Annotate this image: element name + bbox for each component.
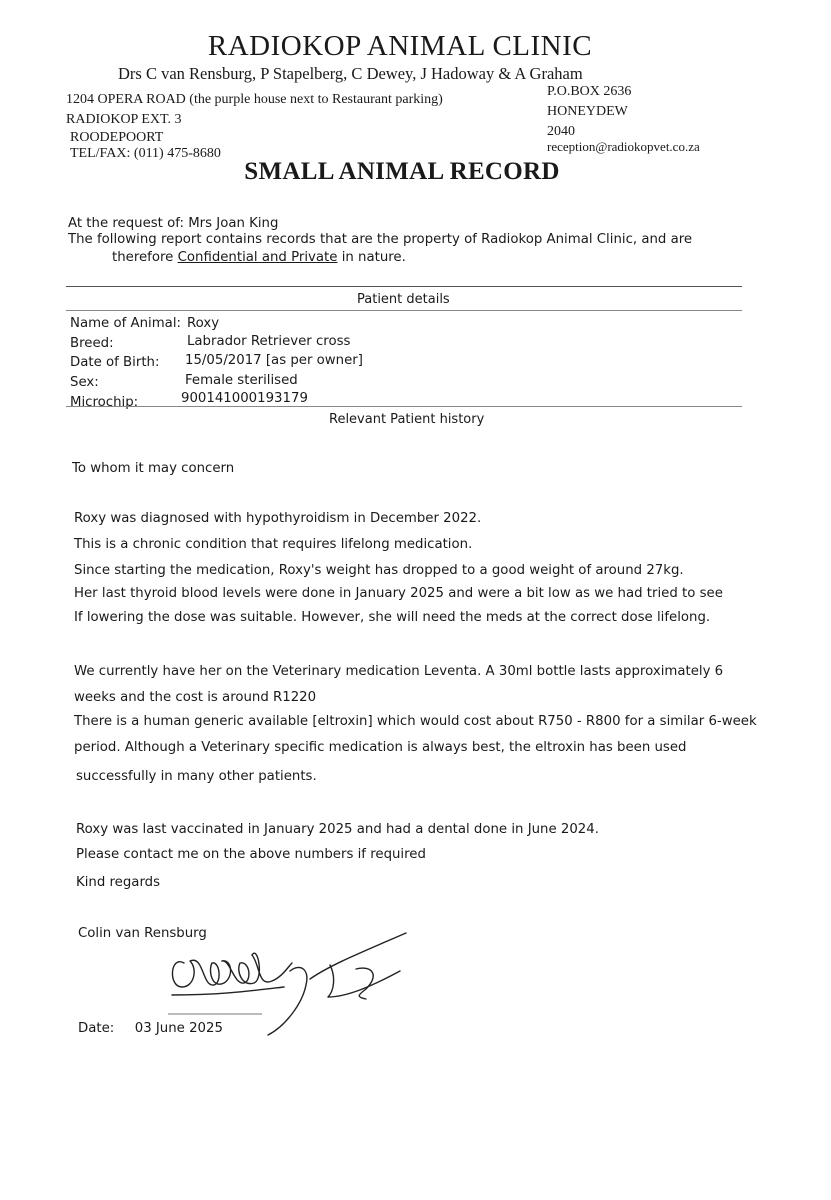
history-line: weeks and the cost is around R1220 [74,690,317,705]
confidential-and-private: Confidential and Private [177,250,338,265]
history-line: Roxy was diagnosed with hypothyroidism in December 2022. [74,511,482,526]
field-value-name: Roxy [187,316,220,331]
field-value-breed: Labrador Retriever cross [187,334,351,349]
field-value-dob: 15/05/2017 [as per owner] [185,353,363,368]
history-line: Roxy was last vaccinated in January 2025 and had a dental done in June 2024. [76,822,599,837]
request-line [68,216,278,231]
history-line: There is a human generic available [eltroxin] which would cost about R750 - R800 for a similar 6-week [74,714,757,729]
field-label-breed: Breed: [70,336,114,351]
field-label-microchip: Microchip: [70,395,139,410]
confidential-notice-1: The following report contains records that are the property of Radiokop Animal Clinic, and are [68,232,693,247]
kind-regards: Kind regards [76,875,161,890]
request-label: At the request of: [68,216,184,231]
history-line: Her last thyroid blood levels were done in January 2025 and were a bit low as we had tried to see [74,586,723,601]
history-line: Please contact me on the above numbers if required [76,847,426,862]
record-title: SMALL ANIMAL RECORD [244,158,560,185]
po-box: P.O.BOX 2636 [547,84,632,99]
patient-details-heading: Patient details [357,292,450,307]
signatory-name: Colin van Rensburg [78,926,207,941]
notice-post: in nature. [341,250,406,265]
divider [66,406,742,407]
salutation: To whom it may concern [72,461,235,476]
vets-line: Drs C van Rensburg, P Stapelberg, C Dewey, J Hadoway & A Graham [118,64,583,83]
suburb: HONEYDEW [547,104,628,119]
address-line-1: 1204 OPERA ROAD (the purple house next to Restaurant parking) [66,92,443,107]
email-link[interactable]: reception@radiokopvet.co.za [547,139,700,154]
date-line [78,1021,223,1036]
postal-code: 2040 [547,124,575,139]
date-value: 03 June 2025 [134,1021,223,1036]
history-line: We currently have her on the Veterinary medication Leventa. A 30ml bottle lasts approximately 6 [74,664,724,679]
field-label-sex: Sex: [70,375,99,390]
field-value-microchip: 900141000193179 [181,391,308,406]
clinic-name: RADIOKOP ANIMAL CLINIC [207,30,593,62]
history-line: Since starting the medication, Roxy's weight has dropped to a good weight of around 27kg. [74,563,684,578]
field-label-name: Name of Animal: [70,316,181,331]
tel-fax: TEL/FAX: (011) 475-8680 [70,146,221,161]
history-heading: Relevant Patient history [329,412,485,427]
history-line: This is a chronic condition that requires lifelong medication. [74,537,473,552]
requester-name: Mrs Joan King [188,216,279,231]
divider [66,286,742,287]
notice-pre: therefore [112,250,174,265]
history-line: successfully in many other patients. [76,769,317,784]
date-label: Date: [78,1021,115,1036]
field-label-dob: Date of Birth: [70,355,160,370]
history-line: If lowering the dose was suitable. However, she will need the meds at the correct dose lifelong. [74,610,711,625]
history-line: period. Although a Veterinary specific medication is always best, the eltroxin has been used [74,740,687,755]
address-line-3: ROODEPOORT [70,130,164,145]
address-line-2: RADIOKOP EXT. 3 [66,112,182,127]
divider [66,310,742,311]
field-value-sex: Female sterilised [185,373,298,388]
confidential-notice-2 [112,250,406,265]
